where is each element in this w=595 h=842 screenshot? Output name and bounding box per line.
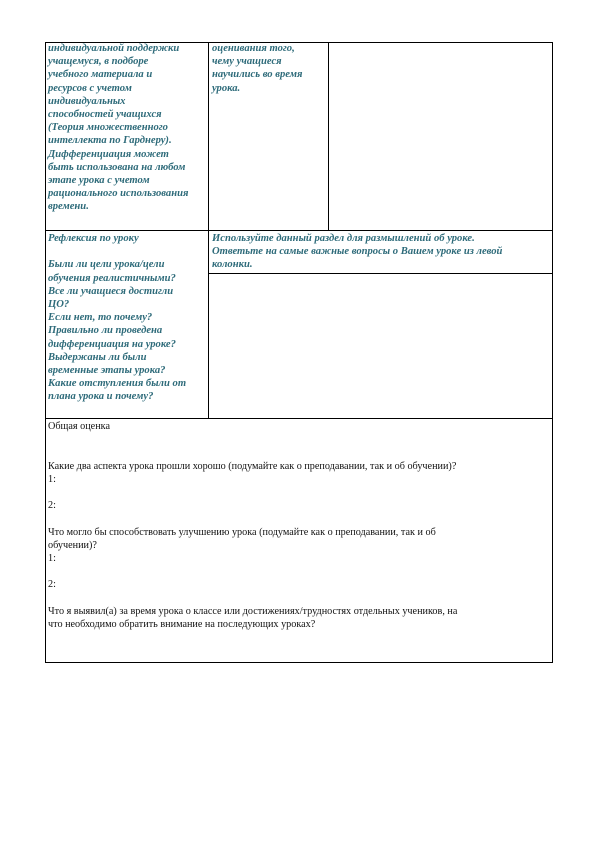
text-line: учащемуся, в подборе xyxy=(48,56,149,68)
divider-top-col2 xyxy=(328,42,329,230)
answer-number: 1: xyxy=(48,552,56,564)
assessment-method-text xyxy=(212,42,326,95)
text-line: индивидуальной поддержки xyxy=(48,43,180,54)
text-line: интеллекта по Гарднеру). xyxy=(48,135,172,147)
differentiation-text xyxy=(48,42,206,214)
question-line: ЦО? xyxy=(48,299,70,310)
question-line: Были ли цели урока/цели xyxy=(48,259,165,271)
question-3: что необходимо обратить внимание на последующих уроках? xyxy=(48,618,316,630)
reflection-answer-area[interactable] xyxy=(209,274,552,417)
answer-number: 2: xyxy=(48,500,56,512)
text-line: индивидуальных xyxy=(48,95,126,107)
question-1: Какие два аспекта урока прошли хорошо (подумайте как о преподавании, так и об обучении)? xyxy=(48,460,457,472)
text-line: Используйте данный раздел для размышлений об уроке. xyxy=(212,233,475,244)
text-line: быть использована на любом xyxy=(48,161,186,173)
question-line: Выдержаны ли были xyxy=(48,351,147,363)
question-line: Какие отступления были от xyxy=(48,378,187,390)
reflection-title: Рефлексия по уроку xyxy=(48,233,139,244)
text-line: урока. xyxy=(212,82,241,94)
answer-number: 2: xyxy=(48,579,56,591)
question-line: Все ли учащиеся достигли xyxy=(48,285,174,297)
reflection-questions xyxy=(48,232,206,404)
question-line: дифференциация на уроке? xyxy=(48,338,176,350)
assessment-title: Общая оценка xyxy=(48,421,110,432)
text-line: рационального использования xyxy=(48,188,189,200)
text-line: колонки. xyxy=(212,259,253,271)
divider-row1 xyxy=(45,230,553,231)
general-assessment xyxy=(48,420,550,631)
question-line: Если нет, то почему? xyxy=(48,312,153,324)
text-line: оценивания того, xyxy=(212,43,295,54)
text-line: (Теория множественного xyxy=(48,122,168,134)
text-line: способностей учащихся xyxy=(48,109,162,121)
text-line: чему учащиеся xyxy=(212,56,282,68)
text-line: научились во время xyxy=(212,69,303,81)
divider-row2 xyxy=(45,418,553,419)
divider-top-col1 xyxy=(208,42,209,230)
question-line: обучения реалистичными? xyxy=(48,272,176,284)
text-line: ресурсов с учетом xyxy=(48,82,132,94)
question-line: Правильно ли проведена xyxy=(48,325,163,337)
question-3: Что я выявил(а) за время урока о классе или достижениях/трудностях отдельных учеников, на xyxy=(48,605,458,617)
answer-number: 1: xyxy=(48,473,56,485)
text-line: Ответьте на самые важные вопросы о Вашем уроке из левой xyxy=(212,246,503,258)
text-line: этапе урока с учетом xyxy=(48,175,150,187)
question-2: обучении)? xyxy=(48,539,97,551)
text-line: Дифференциация может xyxy=(48,148,169,160)
reflection-instruction xyxy=(212,232,551,272)
question-line: временные этапы урока? xyxy=(48,365,166,377)
text-line: времени. xyxy=(48,201,89,213)
question-2: Что могло бы способствовать улучшению урока (подумайте как о преподавании, так и об xyxy=(48,526,436,538)
question-line: плана урока и почему? xyxy=(48,391,154,403)
text-line: учебного материала и xyxy=(48,69,153,81)
